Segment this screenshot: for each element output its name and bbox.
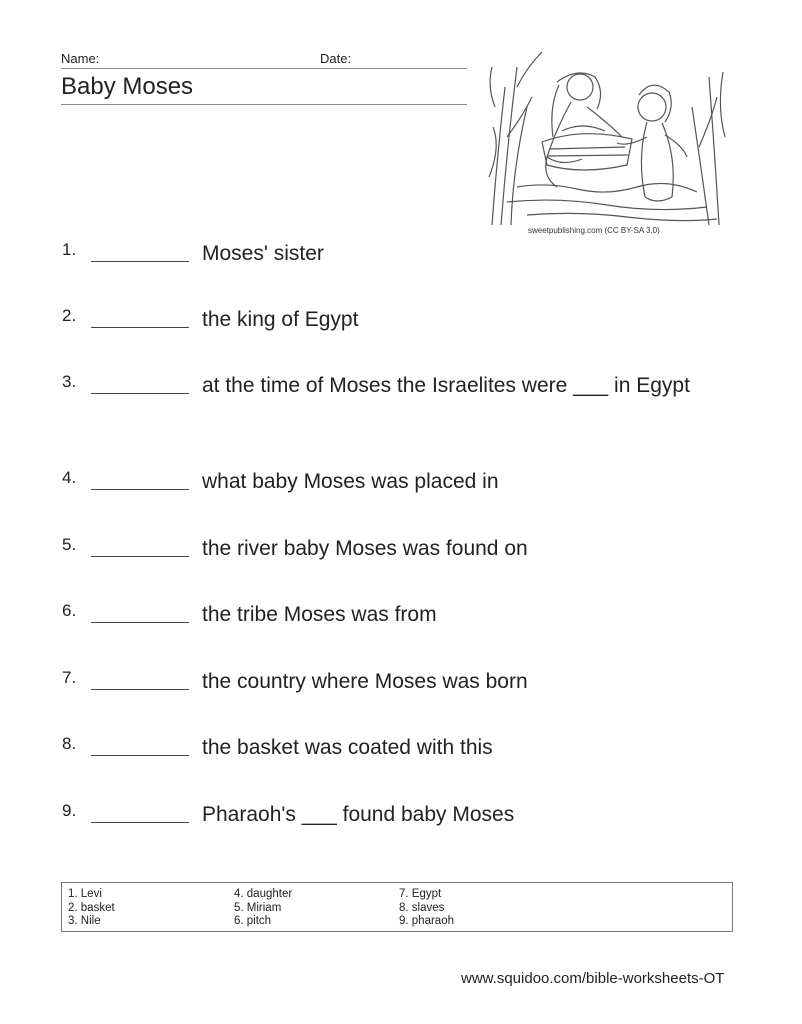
question-text: what baby Moses was placed in (202, 470, 499, 493)
question-number: 4. (62, 468, 77, 487)
date-label: Date: (320, 51, 352, 66)
word-bank-column-3 (399, 888, 454, 929)
question-text: the basket was coated with this (202, 736, 493, 759)
question-number: 2. (62, 306, 77, 325)
word-bank-column-1 (68, 888, 115, 929)
answer-blank[interactable] (91, 327, 189, 328)
answer-blank[interactable] (91, 689, 189, 690)
worksheet-title: Baby Moses (61, 73, 194, 100)
answer-blank[interactable] (91, 755, 189, 756)
answer-blank[interactable] (91, 261, 189, 262)
word-bank-entry: 1. Levi (68, 888, 102, 900)
word-bank-entry: 9. pharaoh (399, 915, 454, 927)
question-text: the river baby Moses was found on (202, 537, 528, 560)
word-bank-entry: 5. Miriam (234, 901, 282, 914)
word-bank-entry: 7. Egypt (399, 888, 442, 900)
question-number: 9. (62, 801, 77, 820)
question-number: 8. (62, 734, 77, 753)
word-bank-entry: 4. daughter (234, 888, 293, 900)
answer-blank[interactable] (91, 556, 189, 557)
title-underline (61, 104, 467, 105)
question-number: 6. (62, 601, 77, 620)
answer-blank[interactable] (91, 393, 189, 394)
answer-blank[interactable] (91, 822, 189, 823)
illustration-credit: sweetpublishing.com (CC BY-SA 3.0) (528, 226, 660, 235)
word-bank-entry: 3. Nile (68, 915, 101, 927)
question-text: Moses' sister (202, 242, 324, 265)
word-bank-entry: 8. slaves (399, 901, 445, 914)
word-bank-column-2 (234, 888, 292, 929)
question-text: at the time of Moses the Israelites were ___ in Egypt (202, 374, 690, 397)
question-number: 5. (62, 535, 77, 554)
question-number: 1. (62, 240, 77, 259)
footer-url: www.squidoo.com/bible-worksheets-OT (461, 970, 725, 987)
word-bank (61, 882, 733, 932)
answer-blank[interactable] (91, 489, 189, 490)
moses-in-basket-illustration (487, 47, 728, 225)
answer-blank[interactable] (91, 622, 189, 623)
question-text: the country where Moses was born (202, 670, 528, 693)
question-text: the king of Egypt (202, 308, 359, 331)
word-bank-entry: 2. basket (68, 901, 115, 914)
question-text: the tribe Moses was from (202, 603, 437, 626)
name-date-line (61, 68, 467, 69)
question-number: 3. (62, 372, 77, 391)
question-number: 7. (62, 668, 77, 687)
word-bank-entry: 6. pitch (234, 915, 272, 927)
question-text: Pharaoh's ___ found baby Moses (202, 803, 515, 826)
name-label: Name: (61, 51, 100, 66)
